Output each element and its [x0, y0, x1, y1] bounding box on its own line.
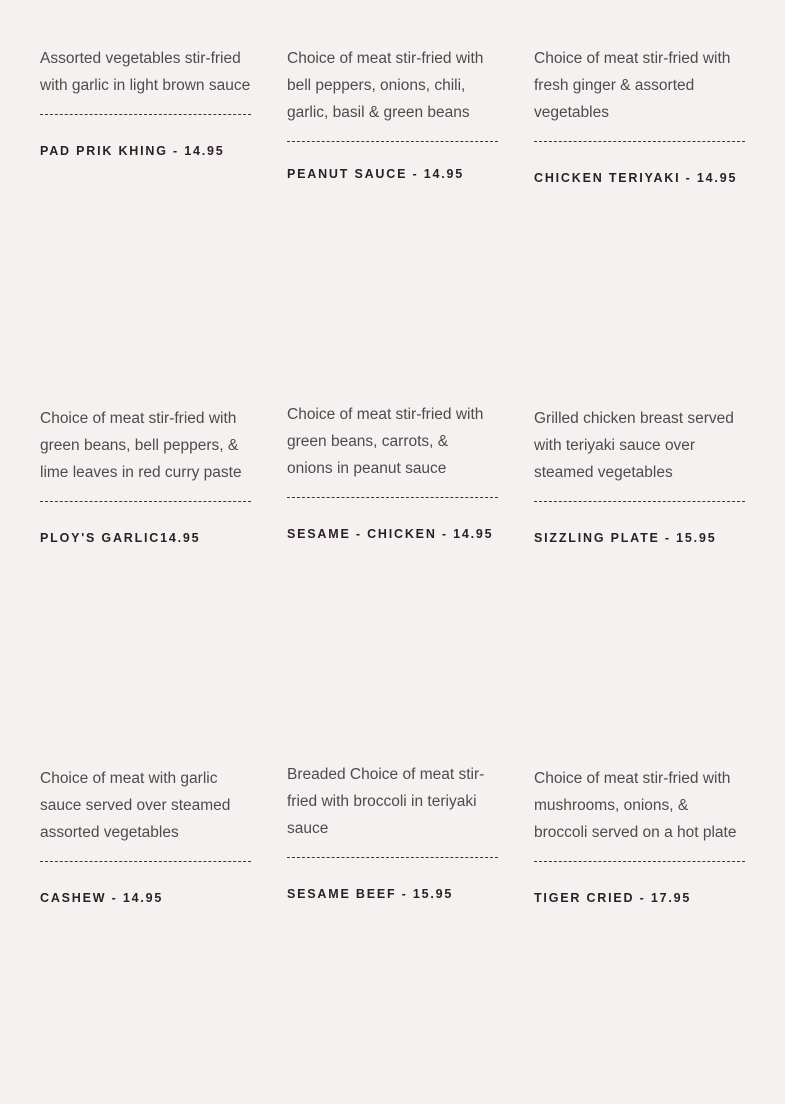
menu-item: [287, 761, 498, 901]
item-name-price: SESAME BEEF - 15.95: [287, 887, 454, 901]
menu-item: [534, 45, 745, 185]
item-name-price: PLOY'S GARLIC14.95: [40, 531, 201, 545]
item-name-price: SESAME - CHICKEN - 14.95: [287, 527, 494, 541]
item-description: Choice of meat stir-fried with bell peppers, onions, chili, garlic, basil & green beans: [287, 50, 484, 121]
item-description: Choice of meat stir-fried with mushrooms, onions, & broccoli served on a hot plate: [534, 770, 737, 841]
menu-item: [534, 405, 745, 545]
item-description: Choice of meat with garlic sauce served over steamed assorted vegetables: [40, 770, 231, 841]
dashed-divider: [534, 141, 745, 142]
menu-item: [40, 765, 251, 905]
item-name-price: SIZZLING PLATE - 15.95: [534, 531, 717, 545]
item-description: Choice of meat stir-fried with green beans, carrots, & onions in peanut sauce: [287, 406, 484, 477]
item-description: Assorted vegetables stir-fried with garlic in light brown sauce: [40, 50, 251, 94]
item-description: Choice of meat stir-fried with fresh ginger & assorted vegetables: [534, 50, 731, 121]
item-name-price: TIGER CRIED - 17.95: [534, 891, 692, 905]
dashed-divider: [534, 501, 745, 502]
item-description: Choice of meat stir-fried with green beans, bell peppers, & lime leaves in red curry paste: [40, 410, 242, 481]
menu-item: [40, 405, 251, 545]
item-name-price: PAD PRIK KHING - 14.95: [40, 144, 225, 158]
dashed-divider: [40, 861, 251, 862]
menu-item: [534, 765, 745, 905]
menu-item: [40, 45, 251, 158]
item-name-price: PEANUT SAUCE - 14.95: [287, 167, 465, 181]
dashed-divider: [287, 141, 498, 142]
item-description: Breaded Choice of meat stir-fried with broccoli in teriyaki sauce: [287, 766, 485, 837]
item-name-price: CASHEW - 14.95: [40, 891, 164, 905]
menu-item: [287, 45, 498, 181]
dashed-divider: [40, 501, 251, 502]
item-description: Grilled chicken breast served with teriyaki sauce over steamed vegetables: [534, 410, 734, 481]
dashed-divider: [40, 114, 251, 115]
dashed-divider: [287, 497, 498, 498]
item-name-price: CHICKEN TERIYAKI - 14.95: [534, 171, 738, 185]
dashed-divider: [287, 857, 498, 858]
dashed-divider: [534, 861, 745, 862]
menu-item: [287, 401, 498, 541]
